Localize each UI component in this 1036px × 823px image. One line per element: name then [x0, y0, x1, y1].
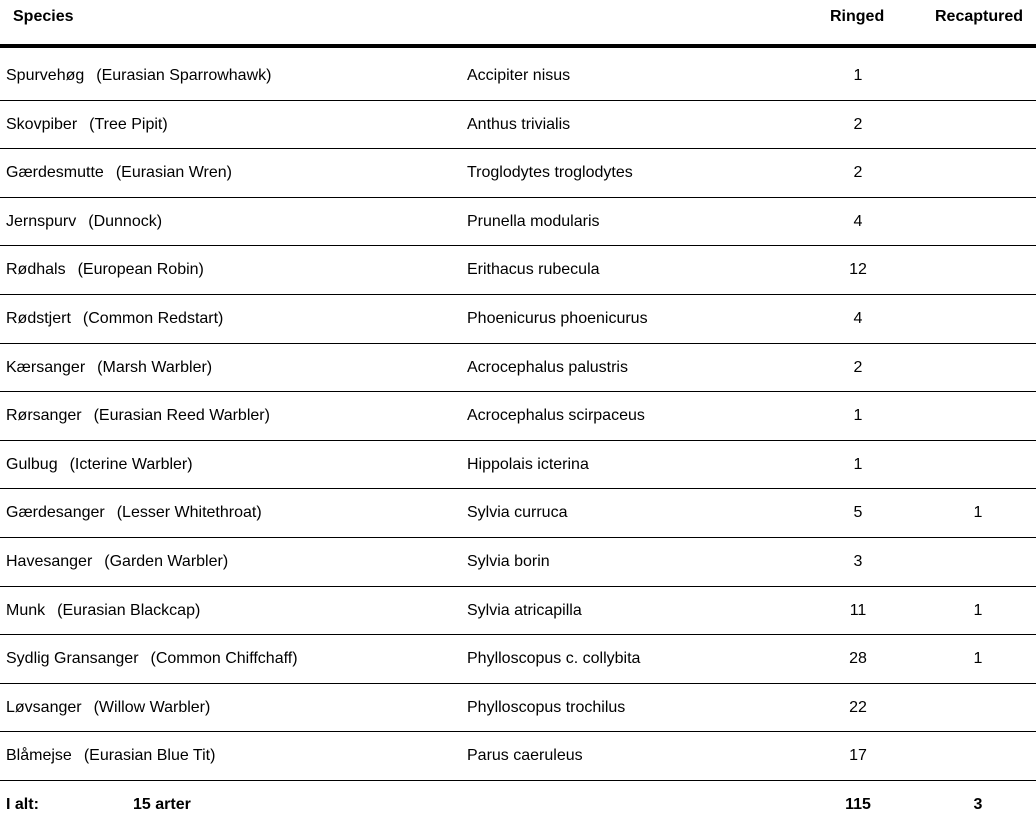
total-species-count: 15 arter — [133, 796, 191, 813]
species-name — [6, 66, 271, 86]
latin-name: Acrocephalus palustris — [467, 358, 628, 376]
header-species: Species — [13, 8, 74, 25]
table-row — [0, 344, 1036, 393]
latin-name: Sylvia atricapilla — [467, 601, 582, 619]
ringed-count: 2 — [853, 358, 863, 376]
english-name: (Eurasian Blackcap) — [57, 601, 201, 619]
species-name — [6, 503, 262, 523]
ringed-count: 1 — [853, 455, 863, 473]
danish-name: Sydlig Gransanger — [6, 650, 139, 668]
english-name: (Garden Warbler) — [104, 552, 229, 570]
table-row — [0, 101, 1036, 150]
species-name — [6, 601, 200, 621]
recaptured-count: 1 — [973, 650, 983, 668]
latin-name: Erithacus rubecula — [467, 261, 600, 279]
ringed-count: 1 — [853, 67, 863, 84]
danish-name: Rødstjert — [6, 309, 71, 327]
latin-name: Phylloscopus trochilus — [467, 698, 626, 716]
latin-name: Sylvia curruca — [467, 504, 568, 522]
total-label: I alt: — [6, 796, 39, 813]
species-name — [6, 552, 228, 572]
latin-name: Sylvia borin — [467, 552, 550, 570]
english-name: (Willow Warbler) — [93, 698, 211, 716]
table-header — [0, 0, 1036, 48]
danish-name: Rørsanger — [6, 407, 82, 425]
danish-name: Gærdesmutte — [6, 164, 104, 182]
species-name — [6, 115, 168, 135]
table-row — [0, 441, 1036, 490]
species-name — [6, 358, 212, 378]
danish-name: Kærsanger — [6, 358, 86, 376]
species-name — [6, 309, 223, 329]
table-row — [0, 684, 1036, 733]
danish-name: Munk — [6, 601, 46, 619]
species-name — [6, 746, 215, 766]
danish-name: Jernspurv — [6, 212, 77, 230]
recaptured-count: 1 — [973, 601, 983, 619]
latin-name: Troglodytes troglodytes — [467, 164, 633, 182]
danish-name: Spurvehøg — [6, 67, 85, 84]
danish-name: Havesanger — [6, 552, 93, 570]
ringed-count: 17 — [849, 747, 867, 765]
ringed-count: 2 — [853, 115, 863, 133]
english-name: (Eurasian Reed Warbler) — [93, 407, 270, 425]
english-name: (Eurasian Wren) — [115, 164, 232, 182]
table-row — [0, 392, 1036, 441]
table-row — [0, 149, 1036, 198]
danish-name: Rødhals — [6, 261, 66, 279]
ringed-count: 22 — [849, 698, 867, 716]
table-row — [0, 295, 1036, 344]
total-recaptured: 3 — [973, 796, 983, 813]
latin-name: Parus caeruleus — [467, 747, 583, 765]
danish-name: Løvsanger — [6, 698, 82, 716]
species-name — [6, 698, 210, 718]
danish-name: Blåmejse — [6, 747, 72, 765]
species-name — [6, 455, 193, 475]
table-row — [0, 635, 1036, 684]
english-name: (Marsh Warbler) — [97, 358, 213, 376]
english-name: (Eurasian Blue Tit) — [83, 747, 216, 765]
ringed-count: 3 — [853, 552, 863, 570]
english-name: (Eurasian Sparrowhawk) — [96, 67, 272, 84]
latin-name: Prunella modularis — [467, 212, 600, 230]
latin-name: Accipiter nisus — [467, 67, 571, 84]
species-name — [6, 212, 162, 232]
ringed-count: 11 — [849, 601, 867, 619]
table-row — [0, 198, 1036, 247]
latin-name: Phylloscopus c. collybita — [467, 650, 641, 668]
english-name: (Icterine Warbler) — [69, 455, 193, 473]
species-name — [6, 260, 204, 280]
table-row — [0, 52, 1036, 101]
danish-name: Skovpiber — [6, 115, 78, 133]
table-row — [0, 246, 1036, 295]
english-name: (Dunnock) — [88, 212, 163, 230]
header-ringed: Ringed — [830, 8, 885, 25]
latin-name: Phoenicurus phoenicurus — [467, 309, 648, 327]
english-name: (Common Chiffchaff) — [150, 650, 298, 668]
english-name: (Lesser Whitethroat) — [116, 504, 262, 522]
ringed-count: 28 — [849, 650, 867, 668]
table-total-row — [0, 781, 1036, 823]
danish-name: Gulbug — [6, 455, 58, 473]
ringed-count: 4 — [853, 309, 863, 327]
table-row — [0, 587, 1036, 636]
english-name: (Tree Pipit) — [89, 115, 168, 133]
ringed-count: 5 — [853, 504, 863, 522]
latin-name: Anthus trivialis — [467, 115, 571, 133]
latin-name: Hippolais icterina — [467, 455, 589, 473]
table-row — [0, 489, 1036, 538]
table-row — [0, 732, 1036, 781]
header-recaptured: Recaptured — [935, 8, 1024, 25]
species-name — [6, 163, 232, 183]
english-name: (Common Redstart) — [82, 309, 224, 327]
species-name — [6, 406, 270, 426]
latin-name: Acrocephalus scirpaceus — [467, 407, 645, 425]
table-body — [0, 52, 1036, 781]
ringed-count: 4 — [853, 212, 863, 230]
english-name: (European Robin) — [77, 261, 204, 279]
total-ringed: 115 — [845, 796, 871, 813]
danish-name: Gærdesanger — [6, 504, 105, 522]
table-row — [0, 538, 1036, 587]
ringed-count: 1 — [853, 407, 863, 425]
ringed-count: 12 — [849, 261, 867, 279]
recaptured-count: 1 — [973, 504, 983, 522]
species-name — [6, 649, 298, 669]
ringed-count: 2 — [853, 164, 863, 182]
